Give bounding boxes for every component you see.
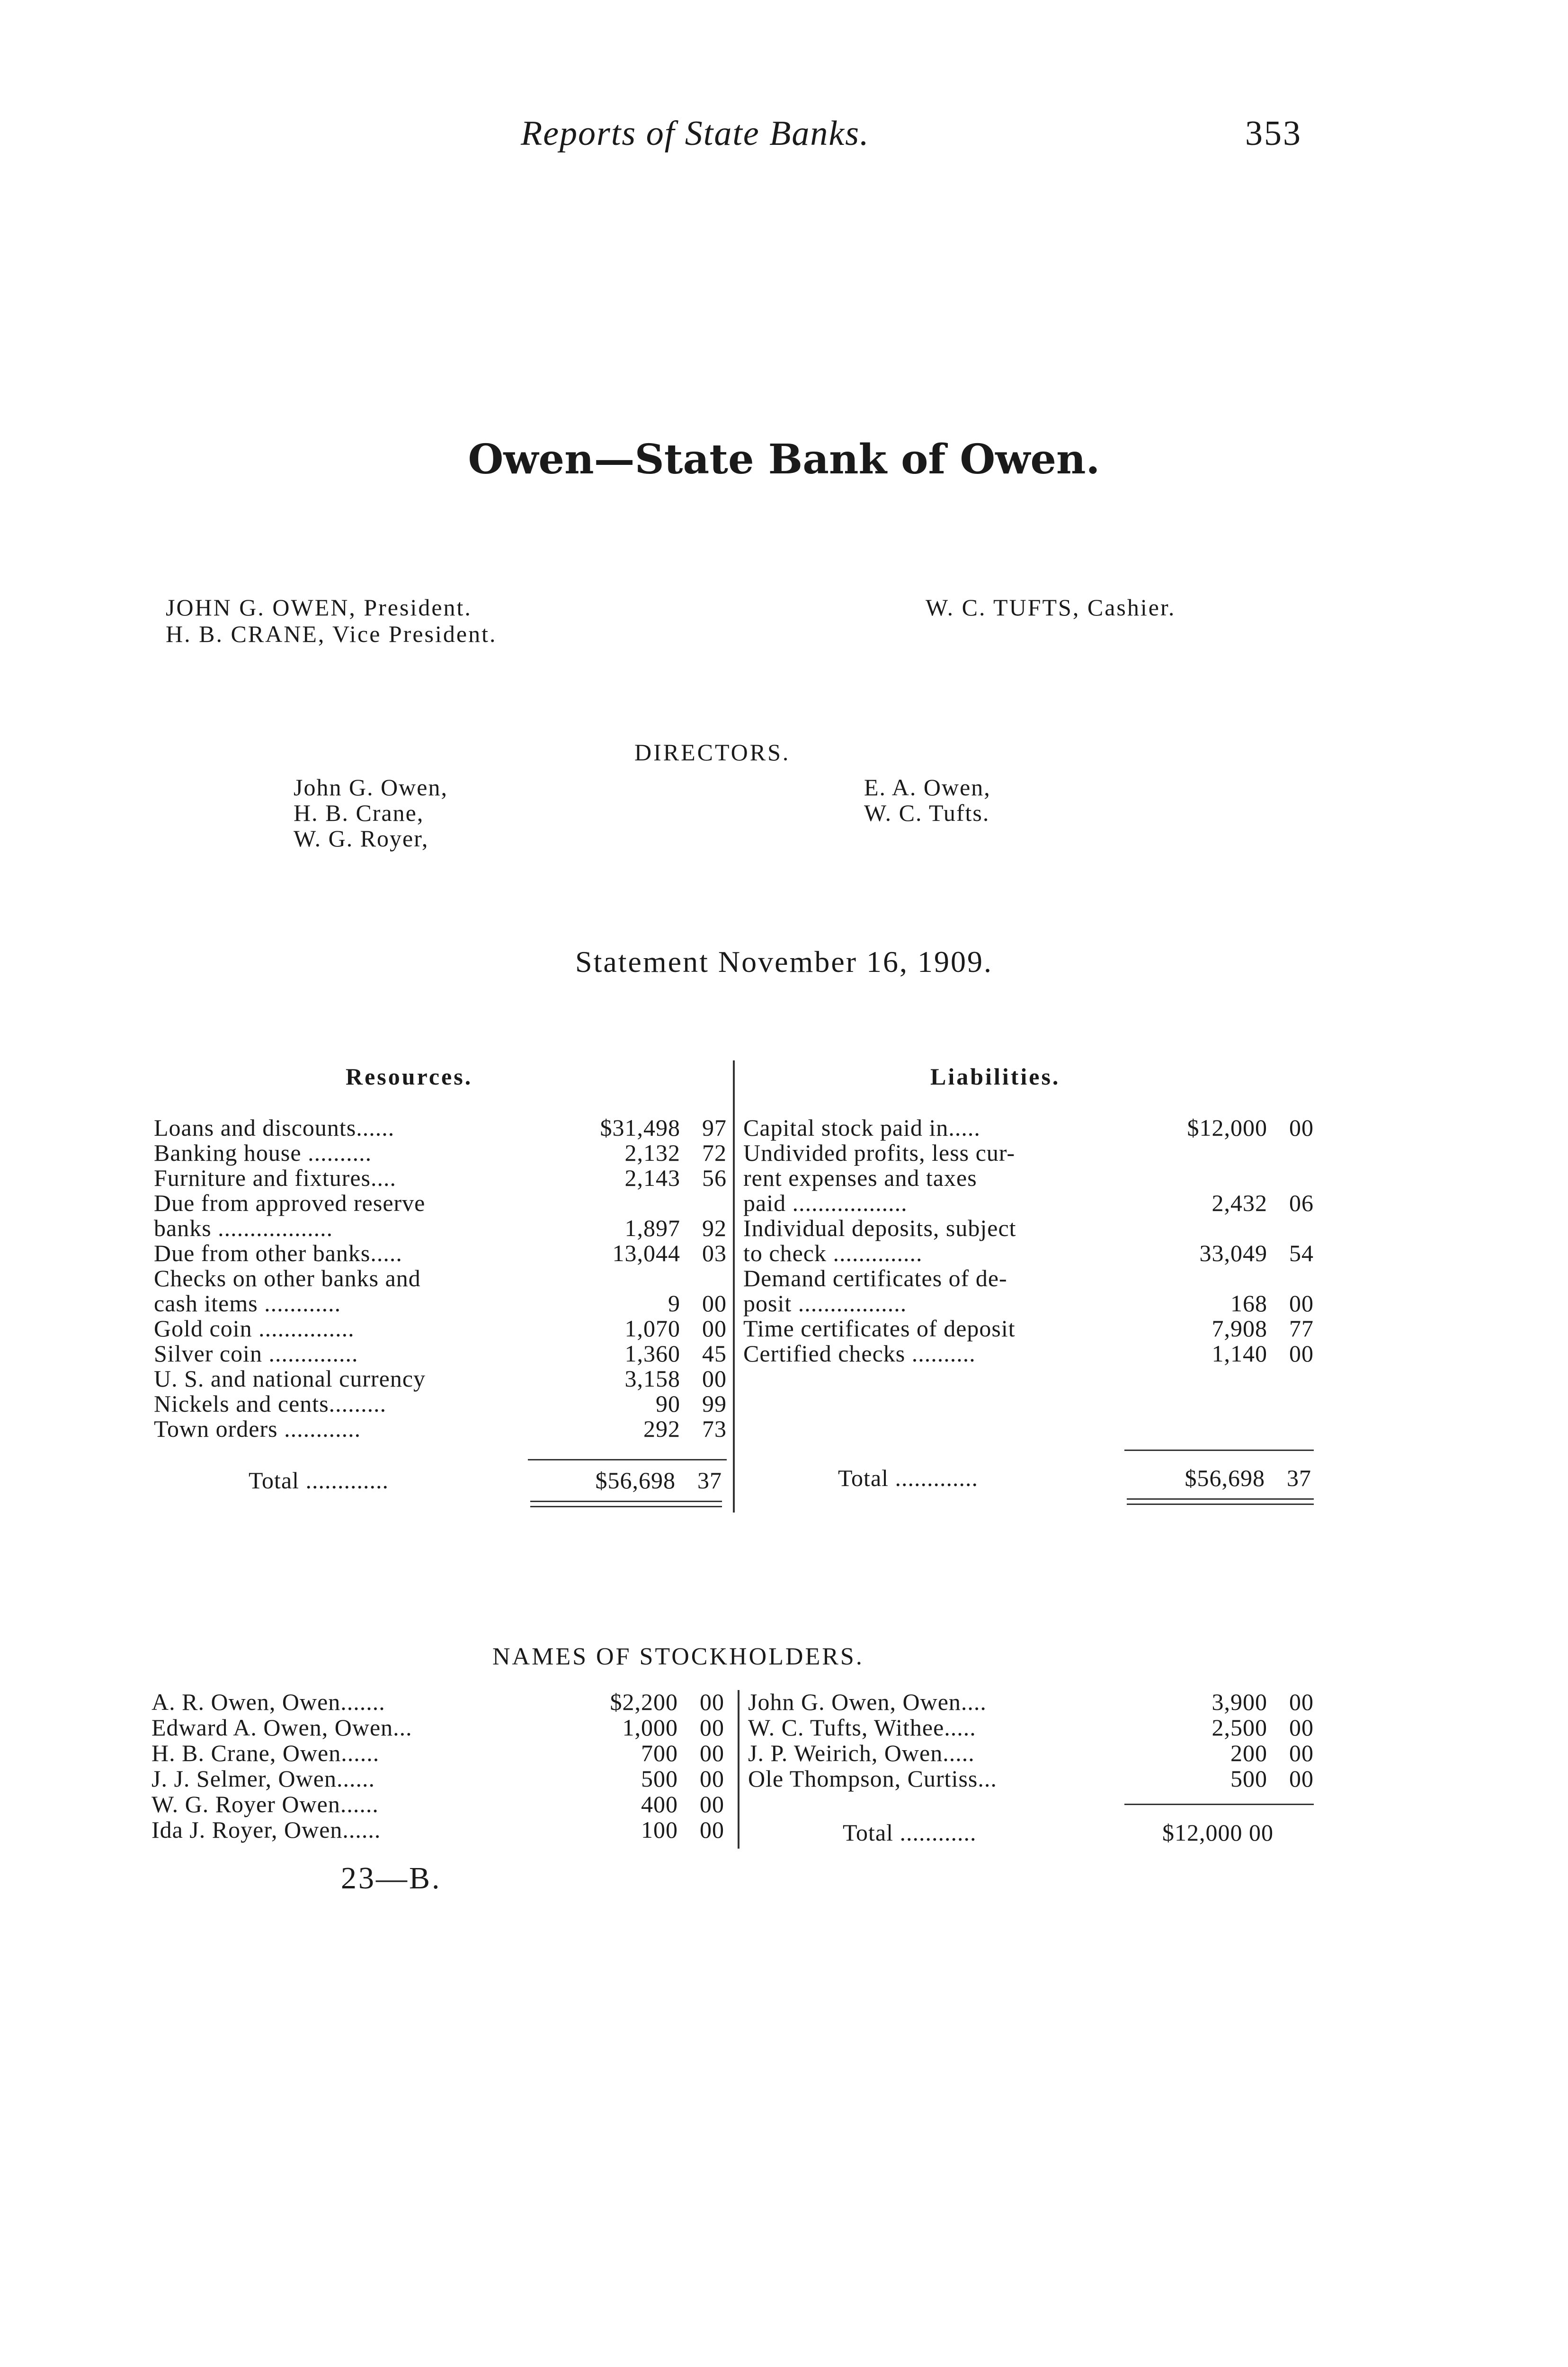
row-dollars: $31,498 bbox=[600, 1114, 680, 1141]
table-row bbox=[154, 1265, 727, 1291]
director-name: John G. Owen, bbox=[294, 774, 448, 801]
row-label: cash items ............ bbox=[154, 1290, 341, 1317]
row-dollars: 90 bbox=[656, 1390, 680, 1417]
resources-heading: Resources. bbox=[346, 1063, 473, 1090]
row-label: Individual deposits, subject bbox=[743, 1215, 1016, 1241]
liabilities-total-row bbox=[743, 1465, 1311, 1491]
row-dollars: 292 bbox=[643, 1415, 680, 1442]
row-dollars: 1,140 bbox=[1212, 1340, 1267, 1367]
row-dollars: 1,897 bbox=[624, 1215, 680, 1241]
row-label: banks .................. bbox=[154, 1215, 333, 1241]
running-title: Reports of State Banks. bbox=[521, 114, 870, 153]
row-dollars: 400 bbox=[641, 1791, 678, 1817]
row-label: W. C. Tufts, Withee..... bbox=[748, 1714, 976, 1741]
bank-title: Owen—State Bank of Owen. bbox=[468, 436, 1100, 483]
table-row bbox=[154, 1290, 727, 1316]
table-row bbox=[151, 1740, 724, 1766]
row-dollars: 2,132 bbox=[624, 1139, 680, 1166]
row-label: Furniture and fixtures.... bbox=[154, 1165, 397, 1191]
row-dollars: 3,900 bbox=[1212, 1689, 1267, 1715]
table-row bbox=[743, 1265, 1314, 1291]
row-label: W. G. Royer Owen...... bbox=[151, 1791, 379, 1817]
row-cents: 73 bbox=[702, 1415, 727, 1442]
row-cents: 00 bbox=[1289, 1740, 1314, 1766]
row-dollars: 100 bbox=[641, 1816, 678, 1843]
row-cents: 45 bbox=[702, 1340, 727, 1367]
row-label: Edward A. Owen, Owen... bbox=[151, 1714, 412, 1741]
subtotal-rule bbox=[528, 1459, 727, 1460]
total-cents: 37 bbox=[697, 1467, 722, 1494]
row-label: Ida J. Royer, Owen...... bbox=[151, 1816, 381, 1843]
row-cents: 54 bbox=[1289, 1240, 1314, 1266]
row-cents: 00 bbox=[1289, 1114, 1314, 1141]
row-label: Town orders ............ bbox=[154, 1415, 361, 1442]
row-label: Demand certificates of de- bbox=[743, 1265, 1007, 1291]
row-dollars: $12,000 bbox=[1187, 1114, 1267, 1141]
row-cents: 00 bbox=[702, 1290, 727, 1317]
stockholders-total-label: Total ............ bbox=[843, 1819, 977, 1846]
total-dollars: $56,698 bbox=[595, 1467, 676, 1494]
row-cents: 72 bbox=[702, 1139, 727, 1166]
director-name: E. A. Owen, bbox=[864, 774, 991, 801]
row-dollars: 200 bbox=[1230, 1740, 1267, 1766]
table-row bbox=[154, 1215, 727, 1241]
stockholders-divider bbox=[738, 1690, 739, 1849]
table-row bbox=[743, 1341, 1314, 1366]
table-row bbox=[151, 1817, 724, 1842]
total-double-rule bbox=[530, 1501, 722, 1507]
row-label: Undivided profits, less cur- bbox=[743, 1139, 1016, 1166]
table-row bbox=[748, 1740, 1314, 1766]
row-cents: 97 bbox=[702, 1114, 727, 1141]
row-label: U. S. and national currency bbox=[154, 1365, 426, 1392]
row-dollars: 1,360 bbox=[624, 1340, 680, 1367]
table-row bbox=[151, 1791, 724, 1817]
subtotal-rule bbox=[1124, 1804, 1314, 1805]
row-cents: 00 bbox=[700, 1714, 724, 1741]
table-row bbox=[743, 1240, 1314, 1266]
row-cents: 99 bbox=[702, 1390, 727, 1417]
row-cents: 00 bbox=[1289, 1290, 1314, 1317]
table-row bbox=[743, 1190, 1314, 1216]
column-divider bbox=[733, 1060, 735, 1513]
row-label: Time certificates of deposit bbox=[743, 1315, 1016, 1342]
row-dollars: 33,049 bbox=[1199, 1240, 1267, 1266]
row-cents: 77 bbox=[1289, 1315, 1314, 1342]
row-dollars: 168 bbox=[1230, 1290, 1267, 1317]
total-label: Total ............. bbox=[838, 1465, 979, 1491]
page-number: 353 bbox=[1245, 114, 1302, 153]
table-row bbox=[154, 1391, 727, 1416]
total-cents: 37 bbox=[1287, 1465, 1311, 1491]
row-label: Checks on other banks and bbox=[154, 1265, 421, 1291]
row-label: John G. Owen, Owen.... bbox=[748, 1689, 987, 1715]
table-row bbox=[154, 1165, 727, 1191]
table-row bbox=[154, 1240, 727, 1266]
row-cents: 92 bbox=[702, 1215, 727, 1241]
table-row bbox=[151, 1715, 724, 1740]
signature-mark: 23—B. bbox=[341, 1861, 442, 1895]
row-label: Nickels and cents......... bbox=[154, 1390, 387, 1417]
row-cents: 00 bbox=[700, 1816, 724, 1843]
table-row bbox=[743, 1316, 1314, 1341]
row-dollars: 1,000 bbox=[622, 1714, 678, 1741]
row-cents: 00 bbox=[1289, 1340, 1314, 1367]
stockholders-total-amount: $12,000 00 bbox=[1162, 1819, 1274, 1846]
row-label: Due from approved reserve bbox=[154, 1190, 426, 1216]
table-row bbox=[748, 1689, 1314, 1715]
table-row bbox=[154, 1316, 727, 1341]
table-row bbox=[743, 1290, 1314, 1316]
row-label: posit ................. bbox=[743, 1290, 907, 1317]
table-row bbox=[154, 1190, 727, 1216]
table-row bbox=[743, 1140, 1314, 1166]
row-dollars: 2,500 bbox=[1212, 1714, 1267, 1741]
row-cents: 00 bbox=[700, 1689, 724, 1715]
row-dollars: 9 bbox=[668, 1290, 680, 1317]
row-label: Ole Thompson, Curtiss... bbox=[748, 1765, 997, 1792]
row-label: paid .................. bbox=[743, 1190, 908, 1216]
row-label: rent expenses and taxes bbox=[743, 1165, 977, 1191]
total-double-rule bbox=[1127, 1498, 1314, 1505]
table-row bbox=[743, 1215, 1314, 1241]
resources-total-row bbox=[154, 1468, 722, 1493]
row-cents: 00 bbox=[1289, 1714, 1314, 1741]
row-dollars: 700 bbox=[641, 1740, 678, 1766]
table-row bbox=[154, 1140, 727, 1166]
row-cents: 00 bbox=[700, 1740, 724, 1766]
row-dollars: 500 bbox=[641, 1765, 678, 1792]
director-name: H. B. Crane, bbox=[294, 800, 424, 826]
row-dollars: 7,908 bbox=[1212, 1315, 1267, 1342]
row-dollars: $2,200 bbox=[610, 1689, 678, 1715]
directors-heading: DIRECTORS. bbox=[634, 739, 791, 765]
row-label: Certified checks .......... bbox=[743, 1340, 976, 1367]
row-cents: 00 bbox=[702, 1315, 727, 1342]
row-dollars: 3,158 bbox=[624, 1365, 680, 1392]
row-label: Banking house .......... bbox=[154, 1139, 372, 1166]
director-name: W. G. Royer, bbox=[294, 825, 429, 852]
table-row bbox=[743, 1165, 1314, 1191]
row-dollars: 1,070 bbox=[624, 1315, 680, 1342]
director-name: W. C. Tufts. bbox=[864, 800, 990, 826]
row-label: Gold coin ............... bbox=[154, 1315, 355, 1342]
officer-cashier: W. C. TUFTS, Cashier. bbox=[926, 594, 1176, 621]
row-cents: 00 bbox=[702, 1365, 727, 1392]
row-label: Capital stock paid in..... bbox=[743, 1114, 980, 1141]
row-dollars: 500 bbox=[1230, 1765, 1267, 1792]
stockholders-heading: NAMES OF STOCKHOLDERS. bbox=[492, 1643, 864, 1670]
row-cents: 00 bbox=[1289, 1689, 1314, 1715]
row-label: A. R. Owen, Owen....... bbox=[151, 1689, 385, 1715]
total-label: Total ............. bbox=[249, 1467, 389, 1494]
row-cents: 06 bbox=[1289, 1190, 1314, 1216]
row-cents: 03 bbox=[702, 1240, 727, 1266]
table-row bbox=[154, 1341, 727, 1366]
row-label: J. J. Selmer, Owen...... bbox=[151, 1765, 375, 1792]
table-row bbox=[743, 1115, 1314, 1140]
subtotal-rule bbox=[1124, 1450, 1314, 1451]
row-label: to check .............. bbox=[743, 1240, 923, 1266]
row-label: Loans and discounts...... bbox=[154, 1114, 395, 1141]
row-dollars: 13,044 bbox=[612, 1240, 680, 1266]
row-cents: 00 bbox=[700, 1791, 724, 1817]
table-row bbox=[154, 1115, 727, 1140]
row-label: Silver coin .............. bbox=[154, 1340, 358, 1367]
liabilities-heading: Liabilities. bbox=[930, 1063, 1060, 1090]
row-cents: 00 bbox=[700, 1765, 724, 1792]
row-label: J. P. Weirich, Owen..... bbox=[748, 1740, 975, 1766]
row-dollars: 2,432 bbox=[1212, 1190, 1267, 1216]
row-cents: 56 bbox=[702, 1165, 727, 1191]
table-row bbox=[154, 1416, 727, 1442]
table-row bbox=[748, 1766, 1314, 1791]
table-row bbox=[151, 1766, 724, 1791]
table-row bbox=[154, 1366, 727, 1391]
row-label: H. B. Crane, Owen...... bbox=[151, 1740, 380, 1766]
row-dollars: 2,143 bbox=[624, 1165, 680, 1191]
officer-vice-president: H. B. CRANE, Vice President. bbox=[166, 621, 497, 647]
statement-heading: Statement November 16, 1909. bbox=[575, 945, 993, 979]
officer-president: JOHN G. OWEN, President. bbox=[166, 594, 472, 621]
table-row bbox=[748, 1715, 1314, 1740]
total-dollars: $56,698 bbox=[1185, 1465, 1265, 1491]
row-label: Due from other banks..... bbox=[154, 1240, 402, 1266]
table-row bbox=[151, 1689, 724, 1715]
row-cents: 00 bbox=[1289, 1765, 1314, 1792]
